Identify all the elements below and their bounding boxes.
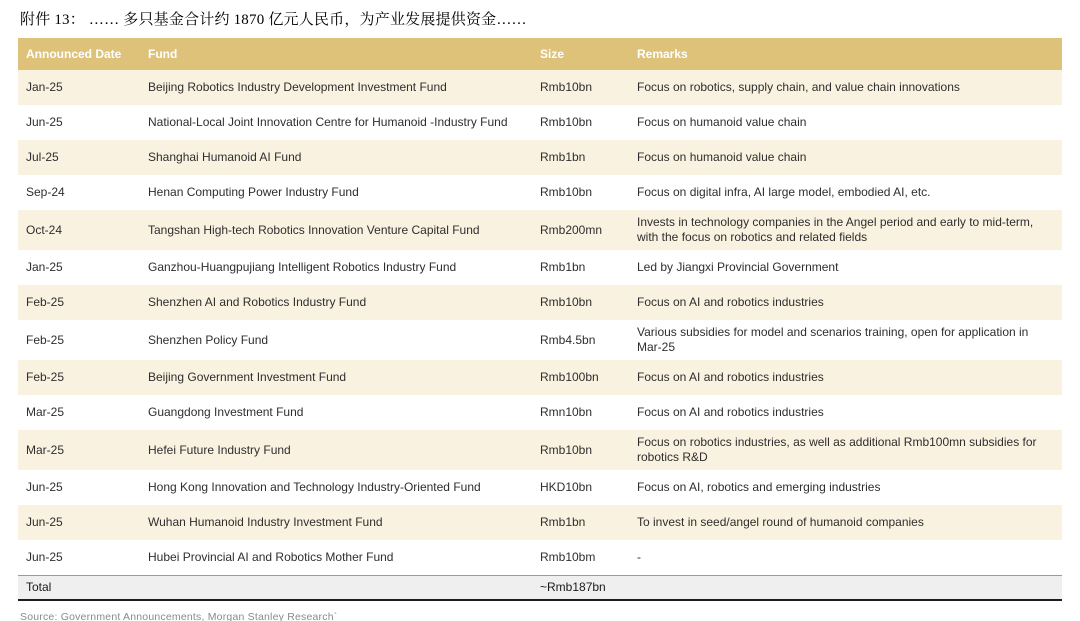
cell-size: Rmb1bn xyxy=(532,505,629,540)
total-label: Total xyxy=(18,576,532,601)
table-row xyxy=(18,105,1062,140)
cell-fund: Wuhan Humanoid Industry Investment Fund xyxy=(140,505,532,540)
cell-remarks: Focus on AI and robotics industries xyxy=(629,285,1062,320)
cell-remarks: - xyxy=(629,540,1062,576)
cell-size: Rmb100bn xyxy=(532,360,629,395)
col-header-announced-date: Announced Date xyxy=(18,38,140,70)
cell-size: Rmb10bn xyxy=(532,175,629,210)
table-header-row xyxy=(18,38,1062,70)
total-size: ~Rmb187bn xyxy=(532,576,629,601)
cell-fund: Ganzhou-Huangpujiang Intelligent Robotics Industry Fund xyxy=(140,250,532,285)
cell-remarks: Focus on AI and robotics industries xyxy=(629,395,1062,430)
cell-size: Rmb10bn xyxy=(532,105,629,140)
cell-remarks: Focus on robotics, supply chain, and value chain innovations xyxy=(629,70,1062,105)
cell-date: Jun-25 xyxy=(18,540,140,576)
cell-date: Jan-25 xyxy=(18,70,140,105)
col-header-size: Size xyxy=(532,38,629,70)
cell-remarks: Focus on humanoid value chain xyxy=(629,140,1062,175)
table-row xyxy=(18,360,1062,395)
cell-size: HKD10bn xyxy=(532,470,629,505)
cell-fund: Shenzhen AI and Robotics Industry Fund xyxy=(140,285,532,320)
source-attribution: Source: Government Announcements, Morgan Stanley Research` xyxy=(20,611,338,621)
table-total-row xyxy=(18,576,1062,601)
cell-fund: Tangshan High-tech Robotics Innovation Venture Capital Fund xyxy=(140,210,532,250)
table-row xyxy=(18,250,1062,285)
cell-fund: Hefei Future Industry Fund xyxy=(140,430,532,470)
cell-date: Jun-25 xyxy=(18,505,140,540)
cell-size: Rmb10bn xyxy=(532,70,629,105)
cell-fund: Henan Computing Power Industry Fund xyxy=(140,175,532,210)
cell-remarks: Focus on robotics industries, as well as additional Rmb100mn subsidies for robotics R&D xyxy=(629,430,1062,470)
cell-fund: National-Local Joint Innovation Centre for Humanoid -Industry Fund xyxy=(140,105,532,140)
cell-remarks: Led by Jiangxi Provincial Government xyxy=(629,250,1062,285)
cell-date: Jul-25 xyxy=(18,140,140,175)
cell-date: Sep-24 xyxy=(18,175,140,210)
table-row xyxy=(18,210,1062,250)
table-row xyxy=(18,140,1062,175)
cell-size: Rmb4.5bn xyxy=(532,320,629,360)
table-row xyxy=(18,470,1062,505)
table-row xyxy=(18,505,1062,540)
cell-remarks: Focus on AI and robotics industries xyxy=(629,360,1062,395)
table-row xyxy=(18,70,1062,105)
cell-date: Mar-25 xyxy=(18,395,140,430)
cell-size: Rmn10bn xyxy=(532,395,629,430)
table-row xyxy=(18,175,1062,210)
cell-remarks: Various subsidies for model and scenarios training, open for application in Mar-25 xyxy=(629,320,1062,360)
cell-fund: Hubei Provincial AI and Robotics Mother Fund xyxy=(140,540,532,576)
table-row xyxy=(18,285,1062,320)
cell-date: Oct-24 xyxy=(18,210,140,250)
cell-remarks: Focus on AI, robotics and emerging industries xyxy=(629,470,1062,505)
cell-remarks: To invest in seed/angel round of humanoid companies xyxy=(629,505,1062,540)
cell-size: Rmb10bn xyxy=(532,285,629,320)
cell-date: Jun-25 xyxy=(18,470,140,505)
cell-fund: Shenzhen Policy Fund xyxy=(140,320,532,360)
table-row xyxy=(18,540,1062,576)
cell-size: Rmb1bn xyxy=(532,140,629,175)
cell-remarks: Focus on humanoid value chain xyxy=(629,105,1062,140)
col-header-remarks: Remarks xyxy=(629,38,1062,70)
cell-fund: Shanghai Humanoid AI Fund xyxy=(140,140,532,175)
cell-fund: Hong Kong Innovation and Technology Industry-Oriented Fund xyxy=(140,470,532,505)
cell-size: Rmb200mn xyxy=(532,210,629,250)
cell-fund: Beijing Robotics Industry Development Investment Fund xyxy=(140,70,532,105)
cell-fund: Guangdong Investment Fund xyxy=(140,395,532,430)
cell-size: Rmb10bn xyxy=(532,430,629,470)
table-row xyxy=(18,395,1062,430)
cell-remarks: Focus on digital infra, AI large model, embodied AI, etc. xyxy=(629,175,1062,210)
funds-table xyxy=(18,38,1062,601)
table-row xyxy=(18,430,1062,470)
total-remarks-empty xyxy=(629,576,1062,601)
cell-date: Feb-25 xyxy=(18,285,140,320)
cell-size: Rmb1bn xyxy=(532,250,629,285)
cell-date: Feb-25 xyxy=(18,360,140,395)
cell-date: Feb-25 xyxy=(18,320,140,360)
cell-date: Mar-25 xyxy=(18,430,140,470)
cell-remarks: Invests in technology companies in the Angel period and early to mid-term, with the focus on robotics and related fields xyxy=(629,210,1062,250)
cell-fund: Beijing Government Investment Fund xyxy=(140,360,532,395)
cell-date: Jan-25 xyxy=(18,250,140,285)
col-header-fund: Fund xyxy=(140,38,532,70)
cell-date: Jun-25 xyxy=(18,105,140,140)
exhibit-title: 附件 13： …… 多只基金合计约 1870 亿元人民币，为产业发展提供资金…… xyxy=(20,12,527,28)
cell-size: Rmb10bm xyxy=(532,540,629,576)
table-row xyxy=(18,320,1062,360)
